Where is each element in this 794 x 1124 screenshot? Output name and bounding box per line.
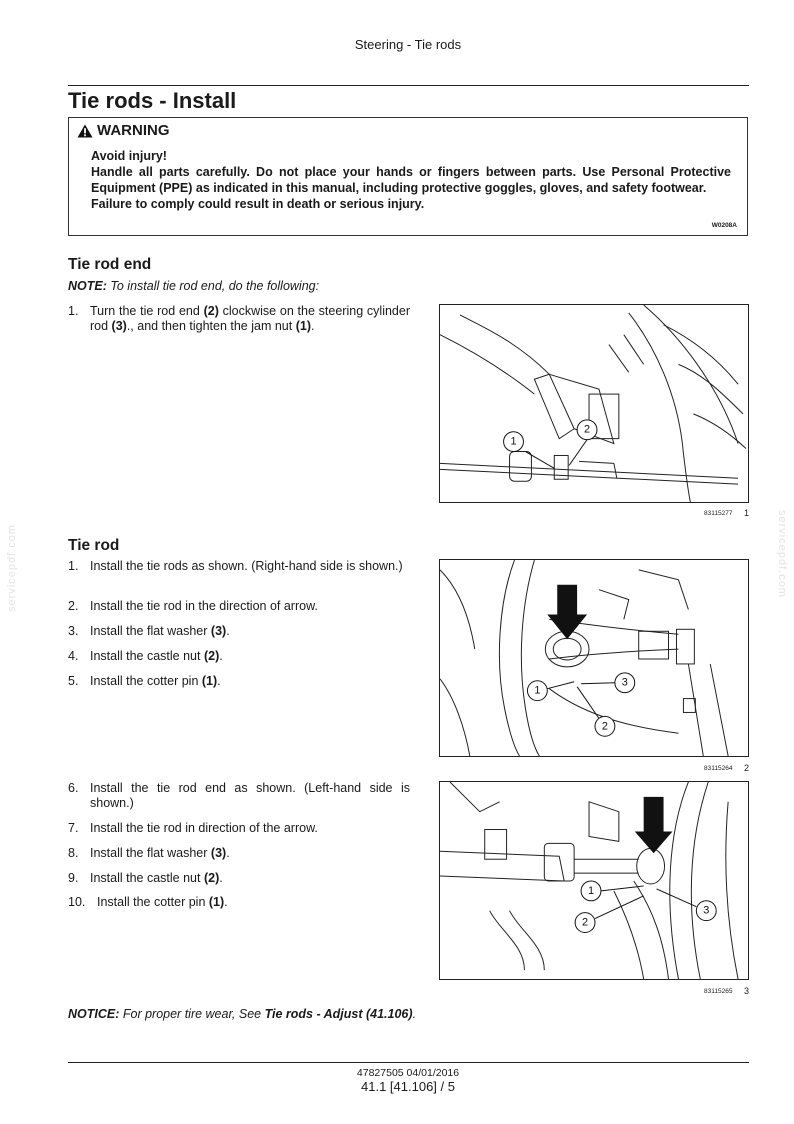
callout-label: 1 bbox=[587, 884, 595, 897]
step-text: Install the flat washer (3). bbox=[90, 624, 230, 638]
figure-2-illustration bbox=[439, 559, 749, 757]
step-8-tie-rod bbox=[68, 846, 410, 861]
warning-body bbox=[91, 148, 731, 212]
step-5-tie-rod bbox=[68, 674, 410, 689]
section-heading-tie-rod: Tie rod bbox=[68, 537, 120, 554]
callout-label: 3 bbox=[703, 904, 710, 917]
step-6-tie-rod bbox=[68, 781, 410, 811]
warning-line-3: Failure to comply could result in death or serious injury. bbox=[91, 197, 425, 211]
notice: NOTICE: For proper tire wear, See Tie rods - Adjust (41.106). bbox=[68, 1007, 417, 1021]
figure-3-caption: 83115265 bbox=[704, 988, 733, 995]
callout-label: 2 bbox=[601, 720, 608, 733]
figure-1-caption: 83115277 bbox=[704, 510, 733, 517]
step-text: Install the cotter pin (1). bbox=[90, 674, 221, 688]
warning-line-1: Avoid injury! bbox=[91, 149, 167, 163]
warning-code: W0208A bbox=[711, 222, 737, 229]
callout-label: 1 bbox=[534, 684, 541, 697]
step-number: 10. bbox=[68, 895, 86, 909]
step-text: Install the flat washer (3). bbox=[90, 846, 230, 860]
footer-page-ref: 41.1 [41.106] / 5 bbox=[361, 1079, 455, 1094]
step-1-tie-rod bbox=[68, 559, 410, 574]
callout-label: 2 bbox=[584, 423, 591, 436]
step-number: 9. bbox=[68, 871, 79, 885]
footer-doc-id: 47827505 04/01/2016 bbox=[356, 1067, 460, 1079]
step-2-tie-rod bbox=[68, 599, 410, 614]
running-header: Steering - Tie rods bbox=[354, 37, 462, 52]
notice-link[interactable]: Tie rods - Adjust (41.106) bbox=[264, 1007, 413, 1021]
step-10-tie-rod bbox=[68, 895, 410, 910]
step-number: 6. bbox=[68, 781, 79, 795]
step-text: Install the tie rods as shown. (Right-hand side is shown.) bbox=[90, 559, 403, 573]
step-number: 8. bbox=[68, 846, 79, 860]
step-number: 7. bbox=[68, 821, 79, 835]
step-text: Install the cotter pin (1). bbox=[97, 895, 228, 909]
callout-label: 2 bbox=[582, 916, 589, 929]
note-text: To install tie rod end, do the following: bbox=[110, 279, 320, 293]
step-9-tie-rod bbox=[68, 871, 410, 886]
warning-line-2: Handle all parts carefully. Do not place your hands or fingers between parts. Use Personal Protective Equipment (PPE) as indicated in this manual, including protective goggles, gloves, and safety footwear. bbox=[91, 165, 731, 195]
note bbox=[68, 279, 319, 293]
step-number: 1. bbox=[68, 304, 79, 318]
footer-rule bbox=[68, 1062, 749, 1063]
notice-label: NOTICE: bbox=[68, 1007, 120, 1021]
step-4-tie-rod bbox=[68, 649, 410, 664]
warning-heading-text: WARNING bbox=[97, 122, 170, 139]
figure-2-number: 2 bbox=[744, 763, 750, 773]
warning-box bbox=[68, 117, 748, 236]
step-3-tie-rod bbox=[68, 624, 410, 639]
header-rule bbox=[68, 85, 749, 86]
step-text: Install the tie rod in the direction of arrow. bbox=[90, 599, 318, 613]
step-text: Install the castle nut (2). bbox=[90, 649, 223, 663]
warning-heading bbox=[77, 122, 170, 139]
step-number: 1. bbox=[68, 559, 79, 573]
section-heading-tie-rod-end: Tie rod end bbox=[68, 256, 152, 273]
watermark-right: servicepdf.com bbox=[776, 510, 788, 598]
step-number: 5. bbox=[68, 674, 79, 688]
step-number: 4. bbox=[68, 649, 79, 663]
step-text: Turn the tie rod end (2) clockwise on the steering cylinder rod (3)., and then tighten the jam nut (1). bbox=[90, 304, 410, 333]
step-number: 3. bbox=[68, 624, 79, 638]
step-text: Install the castle nut (2). bbox=[90, 871, 223, 885]
step-text: Install the tie rod end as shown. (Left-hand side is shown.) bbox=[90, 781, 410, 810]
figure-3-number: 3 bbox=[744, 986, 750, 996]
note-label: NOTE: bbox=[68, 279, 107, 293]
callout-label: 1 bbox=[510, 435, 517, 448]
watermark-left: servicepdf.com bbox=[6, 524, 18, 612]
figure-1-number: 1 bbox=[744, 508, 750, 518]
step-1-tie-rod-end bbox=[68, 304, 410, 334]
notice-text: For proper tire wear, See bbox=[119, 1007, 265, 1021]
page-title: Tie rods - Install bbox=[68, 88, 237, 113]
figure-3-illustration bbox=[439, 781, 749, 980]
step-7-tie-rod bbox=[68, 821, 410, 836]
step-text: Install the tie rod in direction of the arrow. bbox=[90, 821, 318, 835]
warning-triangle-icon bbox=[77, 124, 93, 138]
figure-1-illustration bbox=[439, 304, 749, 503]
callout-label: 3 bbox=[621, 676, 628, 689]
step-number: 2. bbox=[68, 599, 79, 613]
figure-2-caption: 83115264 bbox=[704, 765, 733, 772]
